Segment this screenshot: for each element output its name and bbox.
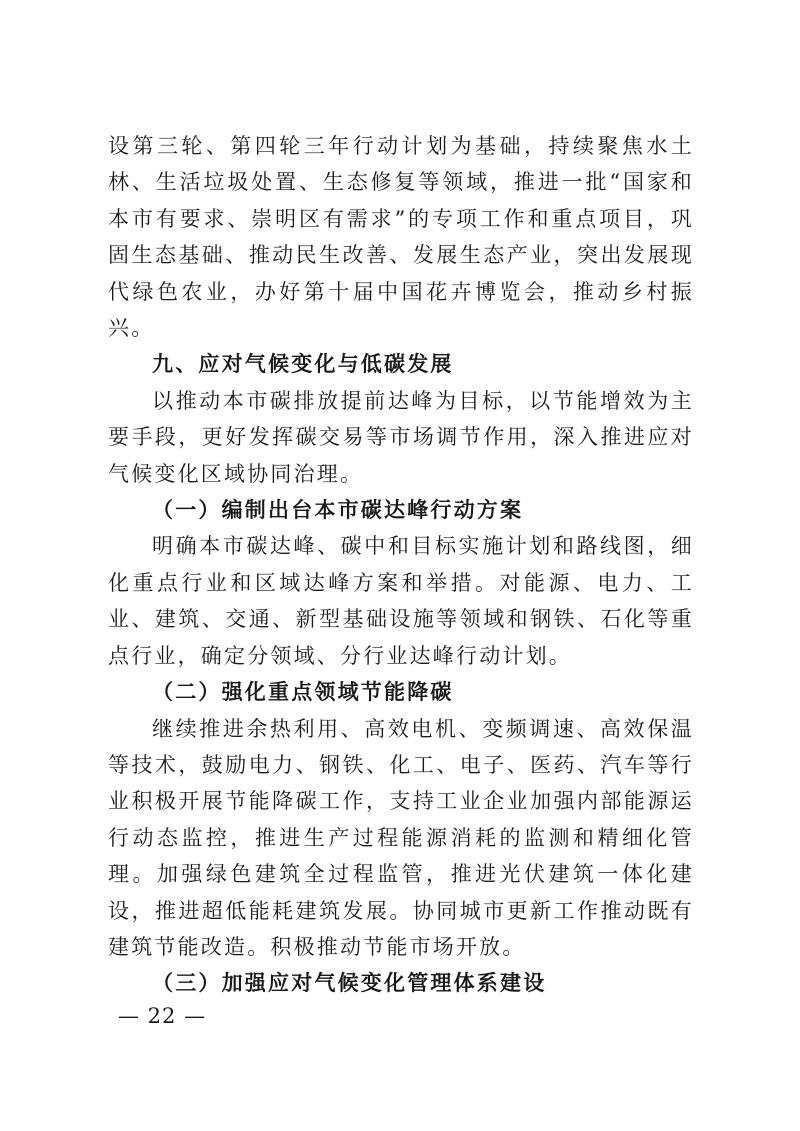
document-body <box>108 128 694 1002</box>
section-heading-climate: 九、应对气候变化与低碳发展 <box>152 352 454 377</box>
paragraph-climate-intro: 以推动本市碳排放提前达峰为目标，以节能增效为主要手段，更好发挥碳交易等市场调节作用，深入推进应对气候变化区域协同治理。 <box>108 388 694 486</box>
subheading-carbon-peak-plan: （一）编制出台本市碳达峰行动方案 <box>152 497 524 523</box>
page-number: — 22 — <box>118 1004 207 1028</box>
paragraph-continued: 设第三轮、第四轮三年行动计划为基础，持续聚焦水土林、生活垃圾处置、生态修复等领域，推进一批“国家和本市有要求、崇明区有需求”的专项工作和重点项目，巩固生态基础、推动民生改善、发展生态产业，突出发展现代绿色农业，办好第十届中国花卉博览会，推动乡村振兴。 <box>108 134 694 341</box>
paragraph-energy-saving: 继续推进余热利用、高效电机、变频调速、高效保温等技术，鼓励电力、钢铁、化工、电子、医药、汽车等行业积极开展节能降碳工作，支持工业企业加强内部能源运行动态监控，推进生产过程能源消耗的监测和精细化管理。加强绿色建筑全过程监管，推进光伏建筑一体化建设，推进超低能耗建筑发展。协同城市更新工作推动既有建筑节能改造。积极推动节能市场开放。 <box>108 716 694 959</box>
paragraph-carbon-peak-plan: 明确本市碳达峰、碳中和目标实施计划和路线图，细化重点行业和区域达峰方案和举措。对能源、电力、工业、建筑、交通、新型基础设施等领域和钢铁、石化等重点行业，确定分领域、分行业达峰行动计划。 <box>108 534 694 668</box>
subheading-energy-saving: （二）强化重点领域节能降碳 <box>152 679 454 705</box>
subheading-management-system: （三）加强应对气候变化管理体系建设 <box>152 970 547 996</box>
